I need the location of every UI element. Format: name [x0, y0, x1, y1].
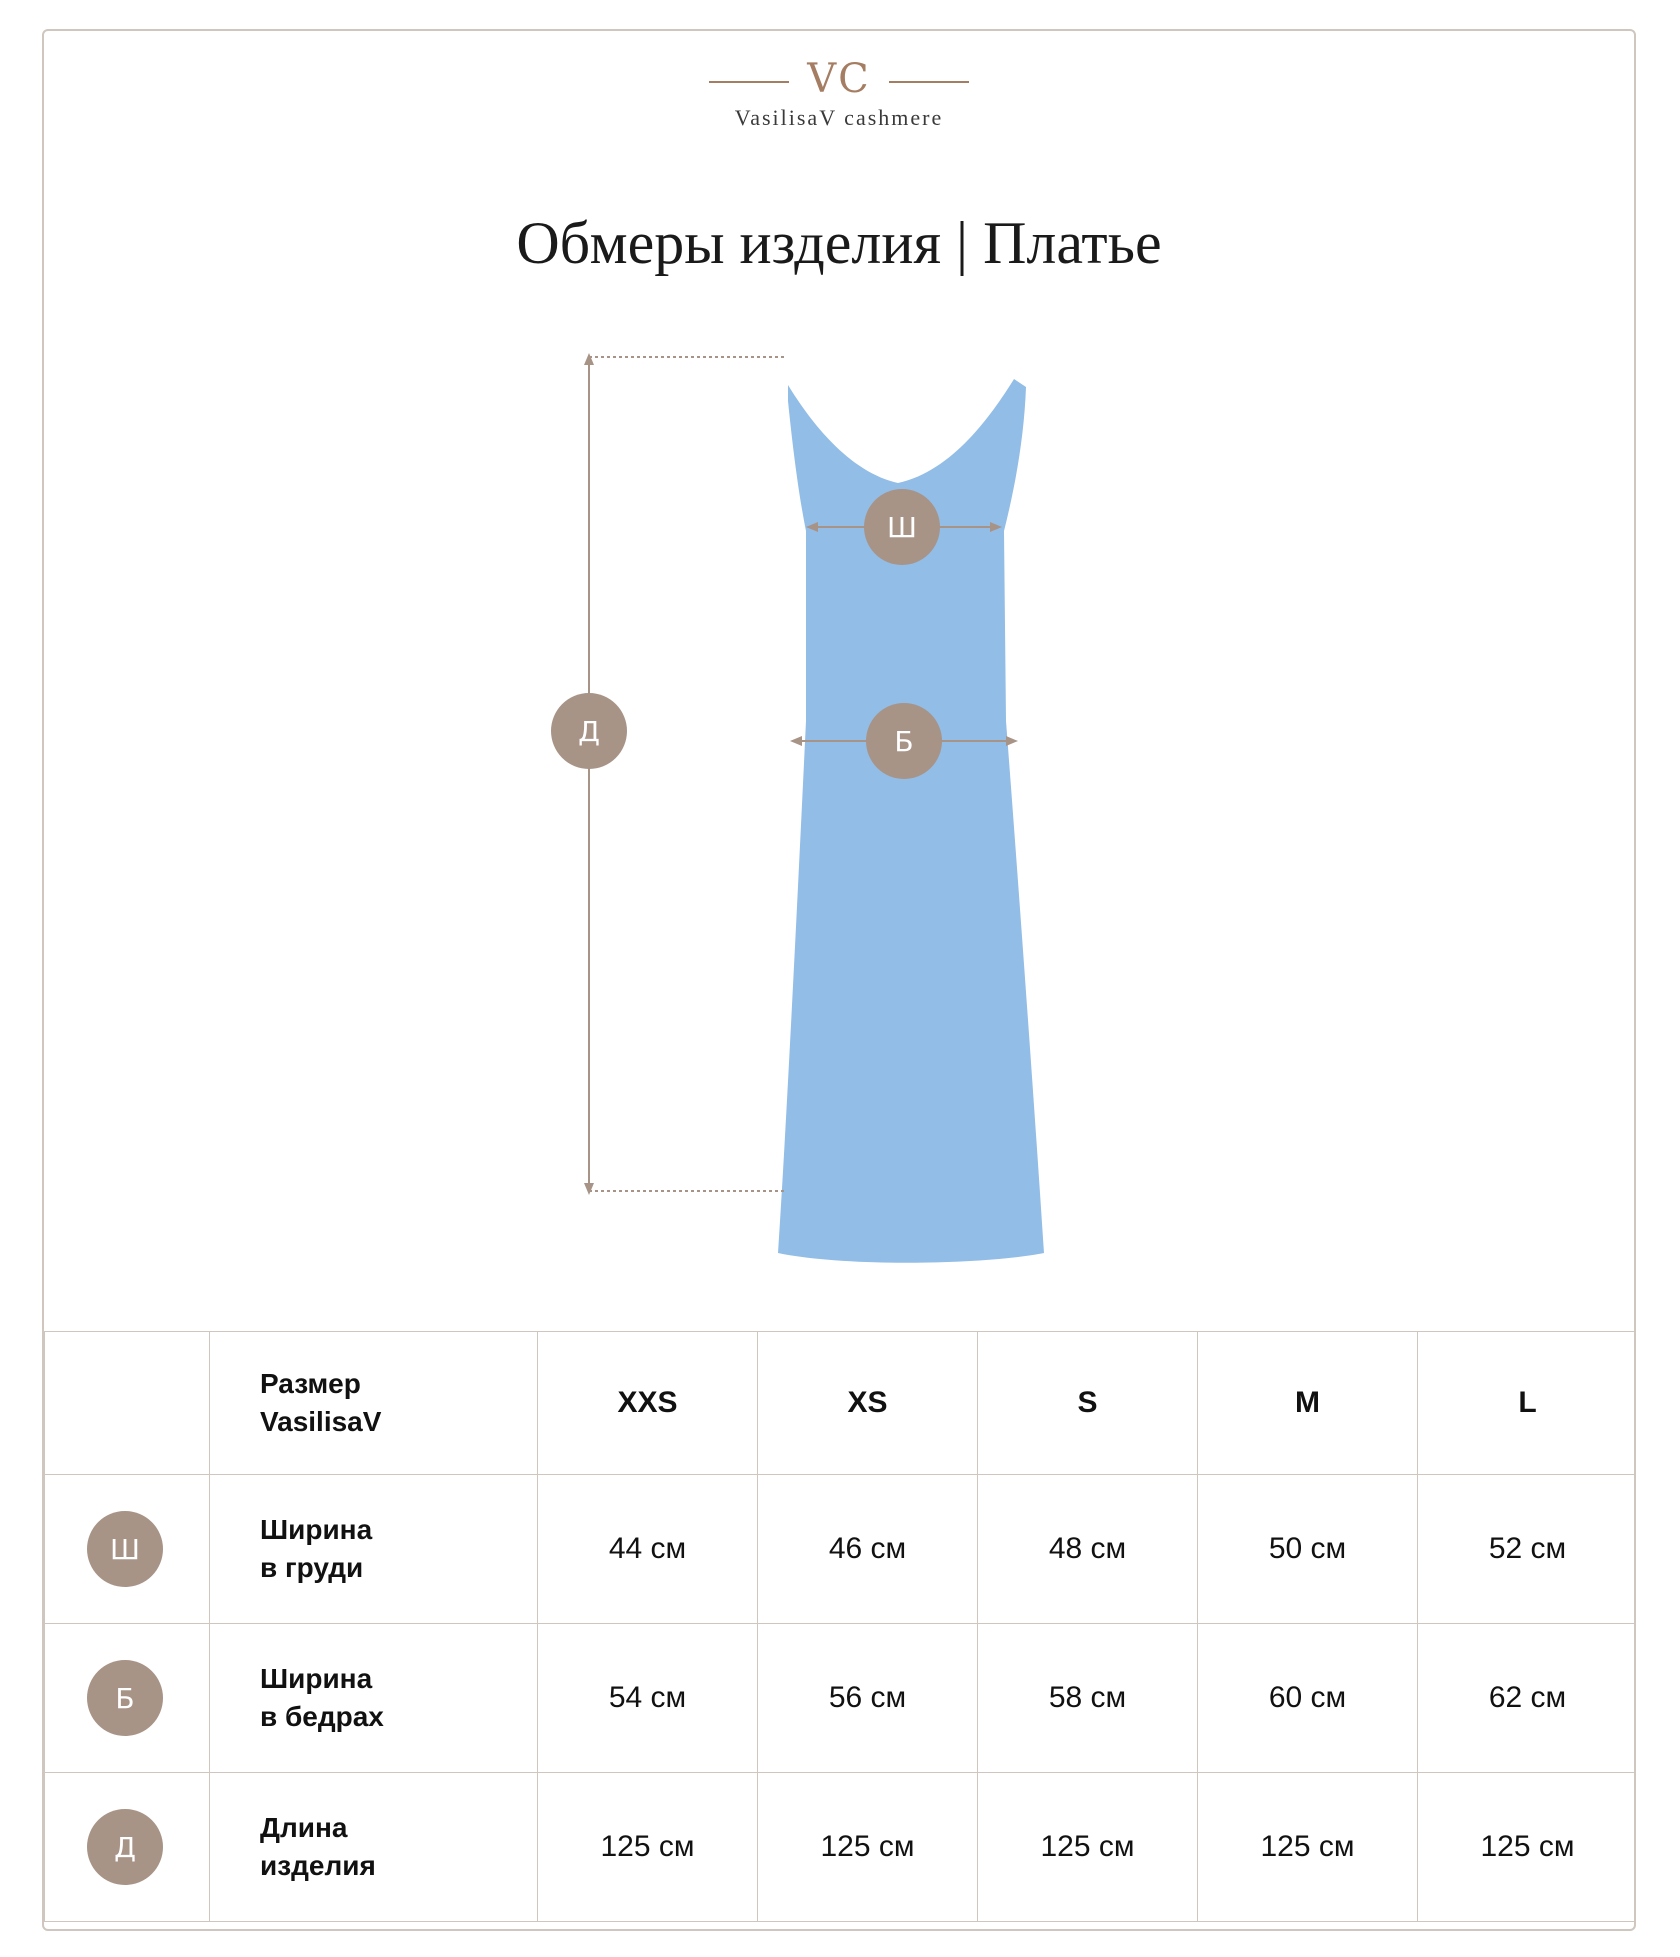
- table-cell: 48 см: [978, 1475, 1198, 1624]
- size-header-xs: XS: [758, 1332, 978, 1475]
- table-row-length: [45, 1773, 1637, 1922]
- table-cell: 52 см: [1418, 1475, 1637, 1624]
- length-marker: Д: [551, 693, 627, 769]
- header-empty-cell: [45, 1332, 210, 1475]
- table-cell: 50 см: [1198, 1475, 1418, 1624]
- table-cell: 44 см: [538, 1475, 758, 1624]
- hips-arrow-left: [790, 736, 802, 746]
- table-cell: 125 см: [538, 1773, 758, 1922]
- dress-diagram: [44, 31, 1636, 1331]
- table-header-row: [45, 1332, 1637, 1475]
- row-label: Ширина в бедрах: [210, 1624, 538, 1773]
- hips-arrow-right: [1006, 736, 1018, 746]
- length-row-marker: Д: [87, 1809, 163, 1885]
- header-label: Размер VasilisaV: [210, 1332, 538, 1475]
- hips-marker: Б: [866, 703, 942, 779]
- length-arrow-top: [584, 353, 594, 365]
- logo-monogram: VC: [807, 56, 871, 102]
- page-title: Обмеры изделия | Платье: [516, 210, 1162, 276]
- size-header-s: S: [978, 1332, 1198, 1475]
- row-label: Длина изделия: [210, 1773, 538, 1922]
- table-cell: 60 см: [1198, 1624, 1418, 1773]
- table-cell: 46 см: [758, 1475, 978, 1624]
- table-cell: 56 см: [758, 1624, 978, 1773]
- size-header-l: L: [1418, 1332, 1637, 1475]
- chest-marker: Ш: [864, 489, 940, 565]
- table-cell: 125 см: [1198, 1773, 1418, 1922]
- size-header-xxs: XXS: [538, 1332, 758, 1475]
- table-cell: 54 см: [538, 1624, 758, 1773]
- table-cell: 58 см: [978, 1624, 1198, 1773]
- table-cell: 62 см: [1418, 1624, 1637, 1773]
- chest-row-marker: Ш: [87, 1511, 163, 1587]
- size-table: [44, 1331, 1636, 1922]
- table-row-hips: [45, 1624, 1637, 1773]
- table-cell: 125 см: [978, 1773, 1198, 1922]
- size-chart-card: [42, 29, 1636, 1931]
- size-header-m: M: [1198, 1332, 1418, 1475]
- table-cell: 125 см: [758, 1773, 978, 1922]
- hips-row-marker: Б: [87, 1660, 163, 1736]
- table-cell: 125 см: [1418, 1773, 1637, 1922]
- length-arrow-bottom: [584, 1183, 594, 1195]
- table-row-chest: [45, 1475, 1637, 1624]
- logo-brand-name: VasilisaV cashmere: [734, 105, 944, 130]
- row-label: Ширина в груди: [210, 1475, 538, 1624]
